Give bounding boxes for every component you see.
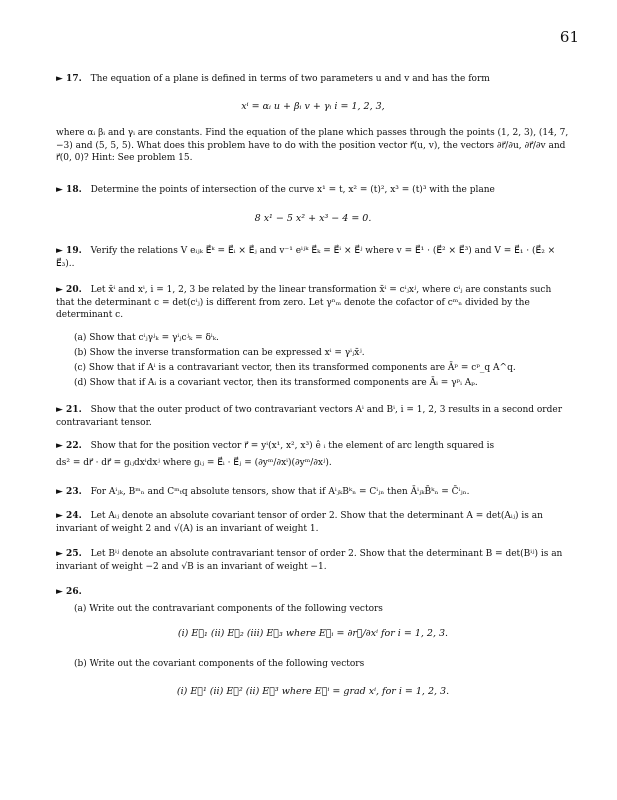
problem-22	[56, 440, 570, 453]
page-number: 61	[559, 28, 579, 46]
problem-text: For Aⁱⱼₖ, Bᵐₙ and Cᵐₜq absolute tensors, show that if AⁱⱼₖBᵏₙ = Cⁱⱼₙ then ĀⁱⱼₖB̄ᵏₙ = C̄ⁱⱼₙ.	[90, 487, 470, 497]
problem-text: The equation of a plane is defined in terms of two parameters u and v and has the form	[90, 74, 490, 84]
problem-number: ► 20.	[56, 285, 82, 295]
problem-number: ► 19.	[56, 246, 82, 256]
problem-text: Let x̄ⁱ and xⁱ, i = 1, 2, 3 be related by the linear transformation x̄ⁱ = cⁱⱼxʲ, where cⁱⱼ are constants such that the determinant c = det(cⁱⱼ) is different from zero. Let γⁿₘ denote the cofactor of cᵐₙ divided by the determinant c.	[56, 285, 552, 320]
problem-text: Let Aᵢⱼ denote an absolute covariant tensor of order 2. Show that the determinant A = det(Aᵢⱼ) is an invariant of weight 2 and √(A) is an invariant of weight 1.	[56, 511, 543, 534]
sub-item-b: (b) Write out the covariant components of the following vectors	[74, 659, 365, 669]
problem-number: ► 22.	[56, 441, 82, 451]
problem-text-block: where αᵢ βᵢ and γᵢ are constants. Find the equation of the plane which passes through the points (1, 2, 3), (14, 7, −3) and (5, 5, 5). What does this problem have to do with the position vector r⃗(u, v), the vectors ∂r⃗/∂u, ∂r⃗/∂v and r⃗(0, 0)? Hint: See problem 15.	[56, 128, 569, 163]
problem-number: ► 23.	[56, 487, 82, 497]
problem-text: Show that for the position vector r⃗ = yⁱ(x¹, x², x³) ê ᵢ the element of arc length squared is	[90, 441, 495, 451]
problem-17	[56, 73, 570, 86]
sub-item-c: (c) Show that if Aⁱ is a contravariant vector, then its transformed components are Āᵖ = cᵖ_q A^q.	[74, 363, 516, 373]
equation: 8 x¹ − 5 x² + x³ − 4 = 0.	[254, 213, 372, 224]
equation: xⁱ = αᵢ u + βᵢ v + γᵢ i = 1, 2, 3,	[241, 101, 385, 112]
problem-number: ► 24.	[56, 511, 82, 521]
sub-item-d: (d) Show that if Aᵢ is a covariant vector, then its transformed components are Āᵢ = γᵖᵢ Aₚ.	[74, 378, 478, 388]
problem-25	[56, 548, 570, 573]
problem-24	[56, 510, 570, 535]
sub-item-a: (a) Write out the contravariant components of the following vectors	[74, 604, 383, 614]
problem-text: Let Bⁱʲ denote an absolute contravariant tensor of order 2. Show that the determinant B = det(Bⁱʲ) is an invariant of weight −2 and √B is an invariant of weight −1.	[56, 549, 563, 572]
problem-21	[56, 404, 570, 429]
arc-length-equation: ds² = dr⃗ · dr⃗ = gᵢⱼdxⁱdxʲ where gᵢⱼ = E⃗ᵢ · E⃗ⱼ = (∂yᵐ/∂xⁱ)(∂yᵐ/∂xʲ).	[56, 458, 332, 468]
problem-number: ► 21.	[56, 405, 82, 415]
equation: (i) E⃗¹ (ii) E⃗² (ii) E⃗³ where E⃗ⁱ = grad xⁱ, for i = 1, 2, 3.	[176, 686, 450, 697]
problem-19	[56, 245, 570, 270]
problem-26	[56, 586, 570, 599]
problem-23	[56, 486, 570, 499]
sub-item-a: (a) Show that cⁱⱼγʲₖ = γⁱⱼcʲₖ = δⁱₖ.	[74, 333, 219, 343]
problem-text: Verify the relations V eᵢⱼₖ E⃗ᵏ = E⃗ᵢ × E⃗ⱼ and v⁻¹ eⁱʲᵏ E⃗ₖ = E⃗ⁱ × E⃗ʲ where v = E⃗¹ · (E⃗² × E⃗³) and V = E⃗₁ · (E⃗₂ × E⃗₃)..	[56, 246, 556, 269]
problem-20	[56, 284, 570, 322]
problem-18	[56, 184, 570, 197]
problem-number: ► 25.	[56, 549, 82, 559]
problem-number: ► 26.	[56, 587, 82, 597]
equation: (i) E⃗₁ (ii) E⃗₂ (iii) E⃗₃ where E⃗ᵢ = ∂r⃗/∂xⁱ for i = 1, 2, 3.	[177, 628, 449, 639]
problem-number: ► 18.	[56, 185, 82, 195]
problem-text: Show that the outer product of two contravariant vectors Aⁱ and Bⁱ, i = 1, 2, 3 results in a second order contravariant tensor.	[56, 405, 562, 428]
problem-text: Determine the points of intersection of the curve x¹ = t, x² = (t)², x³ = (t)³ with the plane	[90, 185, 495, 195]
sub-item-b: (b) Show the inverse transformation can be expressed xⁱ = γⁱⱼx̄ʲ.	[74, 348, 365, 358]
problem-number: ► 17.	[56, 74, 82, 84]
